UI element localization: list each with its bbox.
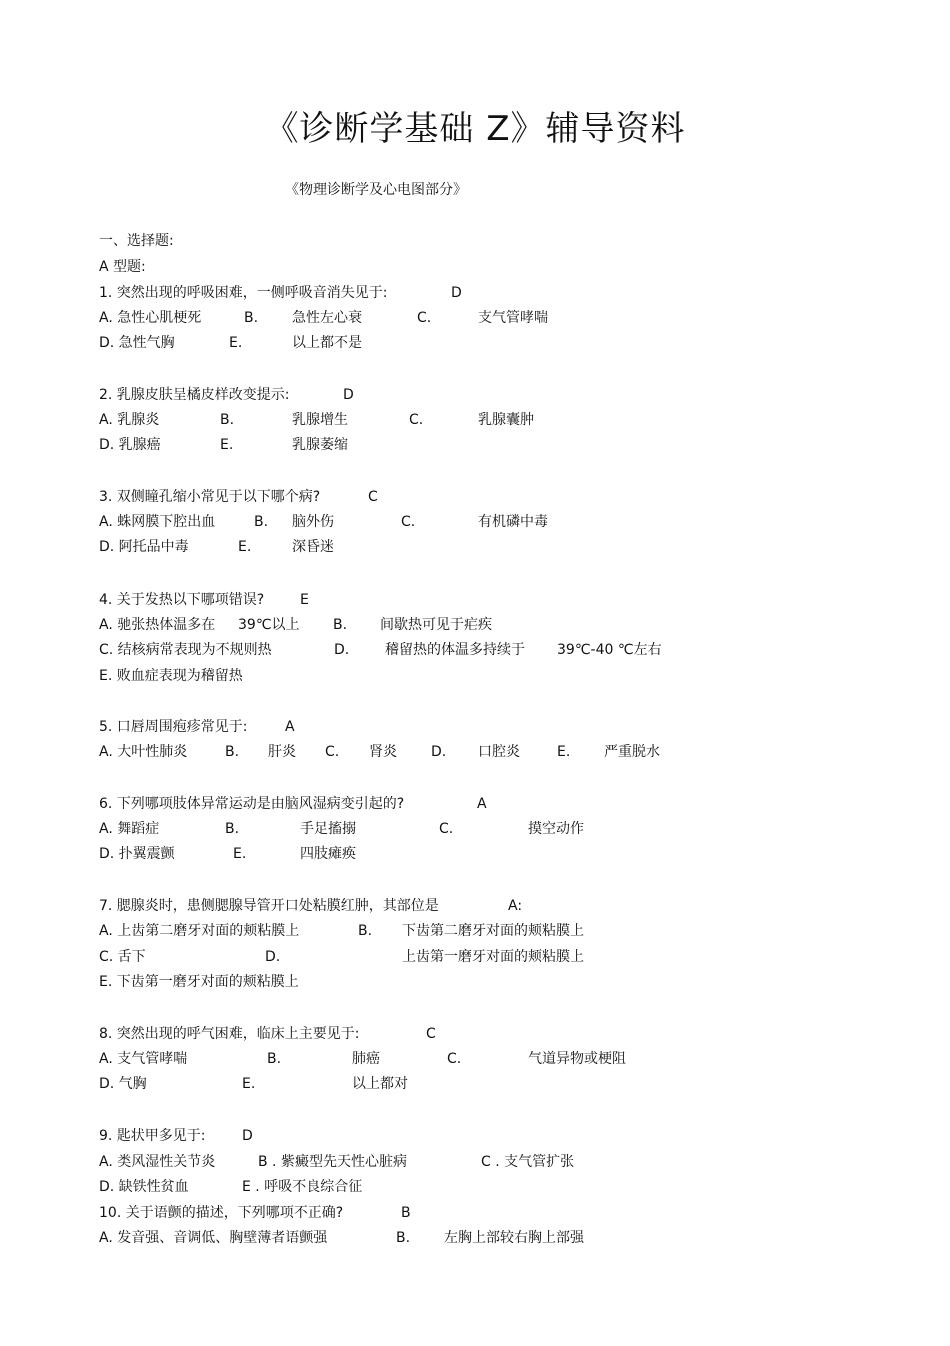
- option-text: 摸空动作: [528, 821, 584, 837]
- option-text: 以上都不是: [292, 335, 362, 351]
- option-letter: C.: [409, 412, 424, 428]
- stem-text: 5. 口唇周围疱疹常见于:: [99, 719, 248, 735]
- option-text: 四肢瘫痪: [300, 846, 356, 862]
- option-text: 乳腺增生: [292, 412, 348, 428]
- stem-text: 8. 突然出现的呼气困难，临床上主要见于:: [99, 1026, 360, 1042]
- option-letter: E.: [220, 437, 234, 453]
- option-letter: C.: [325, 744, 340, 760]
- option-letter: B.: [333, 617, 348, 633]
- answer-letter: A: [477, 796, 487, 812]
- document-title: 《诊断学基础 Z》辅导资料: [264, 109, 686, 149]
- option-text: D. 急性气胸: [99, 335, 175, 351]
- answer-letter: D: [343, 387, 354, 403]
- option-letter: E.: [242, 1076, 256, 1092]
- stem-text: 10. 关于语颤的描述，下列哪项不正确?: [99, 1205, 344, 1221]
- option-text: 气道异物或梗阻: [528, 1051, 626, 1067]
- option-letter: B.: [244, 310, 259, 326]
- option-text: 深昏迷: [292, 539, 334, 555]
- option-text: 下齿第二磨牙对面的颊粘膜上: [402, 923, 584, 939]
- option-text: D. 乳腺癌: [99, 437, 161, 453]
- option-text: A. 发音强、音调低、胸壁薄者语颤强: [99, 1230, 328, 1246]
- option-text: A. 舞蹈症: [99, 821, 160, 837]
- option-text: A. 驰张热体温多在: [99, 617, 216, 633]
- stem-text: 4. 关于发热以下哪项错误?: [99, 592, 265, 608]
- option-letter: B.: [225, 821, 240, 837]
- option-text: 间歇热可见于疟疾: [380, 617, 492, 633]
- option-text: D. 缺铁性贫血: [99, 1179, 189, 1195]
- option-text: A. 乳腺炎: [99, 412, 160, 428]
- answer-letter: D: [242, 1128, 253, 1144]
- option-letter: D.: [265, 949, 281, 965]
- option-text: 39℃以上: [238, 617, 300, 633]
- option-letter: C.: [447, 1051, 462, 1067]
- option-text: 肺癌: [352, 1051, 380, 1067]
- option-text: 上齿第一磨牙对面的颊粘膜上: [402, 949, 584, 965]
- option-text: B . 紫癜型先天性心脏病: [258, 1154, 407, 1170]
- option-text: A. 上齿第二磨牙对面的颊粘膜上: [99, 923, 300, 939]
- option-text: A. 类风湿性关节炎: [99, 1154, 216, 1170]
- option-letter: B.: [254, 514, 269, 530]
- stem-text: 3. 双侧瞳孔缩小常见于以下哪个病?: [99, 489, 321, 505]
- answer-letter: B: [401, 1205, 411, 1221]
- option-text: E . 呼吸不良综合征: [242, 1179, 363, 1195]
- stem-text: 2. 乳腺皮肤呈橘皮样改变提示:: [99, 387, 290, 403]
- option-text: D. 扑翼震颤: [99, 846, 175, 862]
- option-text: 急性左心衰: [292, 310, 362, 326]
- option-text: D. 阿托品中毒: [99, 539, 189, 555]
- option-letter: D.: [334, 642, 350, 658]
- option-text: 肝炎: [268, 744, 296, 760]
- section-heading: 一、选择题:: [99, 233, 174, 249]
- answer-letter: C: [368, 489, 378, 505]
- option-text: 乳腺囊肿: [478, 412, 534, 428]
- option-text: 以上都对: [352, 1076, 408, 1092]
- option-letter: C.: [401, 514, 416, 530]
- option-letter: C.: [439, 821, 454, 837]
- option-text: C . 支气管扩张: [481, 1154, 575, 1170]
- option-text: 手足搐搦: [300, 821, 356, 837]
- answer-letter: C: [426, 1026, 436, 1042]
- option-text: E. 下齿第一磨牙对面的颊粘膜上: [99, 974, 299, 990]
- option-letter: B.: [267, 1051, 282, 1067]
- option-letter: B.: [358, 923, 373, 939]
- stem-text: 7. 腮腺炎时，患侧腮腺导管开口处粘膜红肿，其部位是: [99, 898, 439, 914]
- option-text: 有机磷中毒: [478, 514, 548, 530]
- option-text: A. 大叶性肺炎: [99, 744, 188, 760]
- answer-letter: A:: [508, 898, 523, 914]
- answer-letter: D: [451, 285, 462, 301]
- option-letter: E.: [229, 335, 243, 351]
- option-text: E. 败血症表现为稽留热: [99, 668, 243, 684]
- option-letter: E.: [233, 846, 247, 862]
- stem-text: 6. 下列哪项肢体异常运动是由脑风湿病变引起的?: [99, 796, 405, 812]
- option-letter: C.: [417, 310, 432, 326]
- option-letter: D.: [431, 744, 447, 760]
- option-text: C. 结核病常表现为不规则热: [99, 642, 272, 658]
- option-text: A. 急性心肌梗死: [99, 310, 202, 326]
- answer-letter: E: [300, 592, 309, 608]
- answer-letter: A: [285, 719, 295, 735]
- option-text: 支气管哮喘: [478, 310, 548, 326]
- type-heading: A 型题:: [99, 259, 146, 275]
- option-text: 脑外伤: [292, 514, 334, 530]
- option-text: 稽留热的体温多持续于: [385, 642, 525, 658]
- option-text: 口腔炎: [478, 744, 520, 760]
- option-text: A. 蛛网膜下腔出血: [99, 514, 216, 530]
- option-letter: B.: [396, 1230, 411, 1246]
- stem-text: 1. 突然出现的呼吸困难，一侧呼吸音消失见于:: [99, 285, 388, 301]
- option-letter: E.: [238, 539, 252, 555]
- option-text: D. 气胸: [99, 1076, 147, 1092]
- document-subtitle: 《物理诊断学及心电图部分》: [285, 182, 467, 198]
- option-text: C. 舌下: [99, 949, 146, 965]
- stem-text: 9. 匙状甲多见于:: [99, 1128, 206, 1144]
- option-text: 肾炎: [369, 744, 397, 760]
- option-text: 乳腺萎缩: [292, 437, 348, 453]
- option-letter: B.: [225, 744, 240, 760]
- option-text: 39℃-40 ℃左右: [557, 642, 662, 658]
- option-text: A. 支气管哮喘: [99, 1051, 188, 1067]
- option-letter: E.: [557, 744, 571, 760]
- option-text: 左胸上部较右胸上部强: [444, 1230, 584, 1246]
- option-letter: B.: [220, 412, 235, 428]
- option-text: 严重脱水: [604, 744, 660, 760]
